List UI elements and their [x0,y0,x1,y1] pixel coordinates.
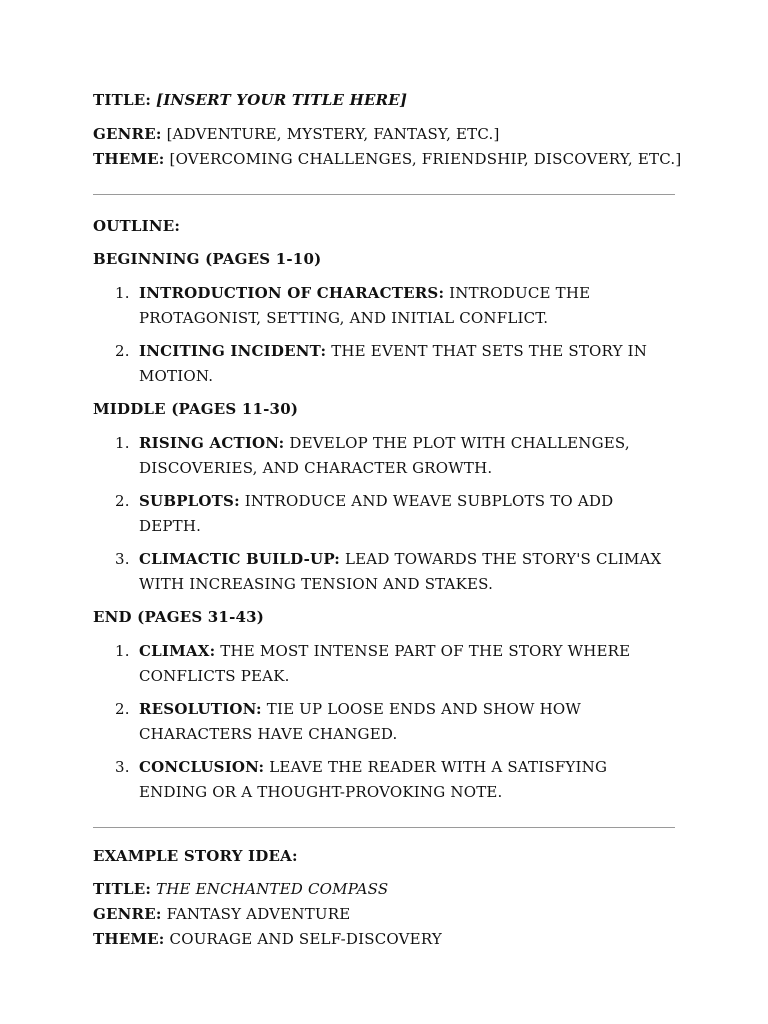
example-title-line [93,877,675,902]
example-genre-line [93,902,675,927]
item-number: 1. [115,434,130,452]
item-label: CONCLUSION: [139,758,265,776]
divider-bottom [93,827,675,828]
list-middle [93,431,675,597]
theme-value: [OVERCOMING CHALLENGES, FRIENDSHIP, DISCOVERY, ETC.] [169,150,682,168]
list-item [93,489,675,539]
genre-label: GENRE: [93,125,162,143]
list-item [93,547,675,597]
section-title-beginning: BEGINNING (PAGES 1-10) [93,250,322,268]
item-number: 1. [115,642,130,660]
outline-heading: OUTLINE: [93,217,181,235]
list-item [93,281,675,331]
section-title-end: END (PAGES 31-43) [93,608,265,626]
item-body: THE EVENT THAT SETS THE STORY IN MOTION. [139,342,648,385]
item-body: INTRODUCE THE PROTAGONIST, SETTING, AND INITIAL CONFLICT. [139,284,591,327]
item-label: RISING ACTION: [139,434,285,452]
item-text [139,697,675,747]
item-label: CLIMAX: [139,642,216,660]
item-number: 2. [115,492,130,510]
example-heading: EXAMPLE STORY IDEA: [93,847,298,865]
item-body: TIE UP LOOSE ENDS AND SHOW HOW CHARACTERS HAVE CHANGED. [139,700,581,743]
list-beginning [93,281,675,389]
list-item [93,755,675,805]
item-text [139,281,675,331]
example-title-value: THE ENCHANTED COMPASS [156,880,389,898]
theme-line [93,147,682,172]
item-body: LEAD TOWARDS THE STORY'S CLIMAX WITH INCREASING TENSION AND STAKES. [139,550,662,593]
item-number: 2. [115,342,130,360]
list-end [93,639,675,805]
theme-label: THEME: [93,150,165,168]
item-body: INTRODUCE AND WEAVE SUBPLOTS TO ADD DEPTH. [139,492,614,535]
item-label: RESOLUTION: [139,700,262,718]
title-line [93,88,675,113]
item-text [139,339,675,389]
example-genre-label: GENRE: [93,905,162,923]
genre-line [93,122,675,147]
item-number: 1. [115,284,130,302]
example-theme-line [93,927,675,952]
list-item [93,339,675,389]
item-text [139,755,675,805]
genre-value: [ADVENTURE, MYSTERY, FANTASY, ETC.] [166,125,500,143]
example-title-label: TITLE: [93,880,152,898]
item-text [139,489,675,539]
item-text [139,639,675,689]
item-number: 3. [115,550,130,568]
example-theme-label: THEME: [93,930,165,948]
item-body: LEAVE THE READER WITH A SATISFYING ENDING OR A THOUGHT-PROVOKING NOTE. [139,758,608,801]
list-item [93,697,675,747]
example-theme-value: COURAGE AND SELF-DISCOVERY [169,930,442,948]
example-genre-value: FANTASY ADVENTURE [166,905,351,923]
item-label: SUBPLOTS: [139,492,240,510]
item-number: 3. [115,758,130,776]
item-number: 2. [115,700,130,718]
item-body: THE MOST INTENSE PART OF THE STORY WHERE CONFLICTS PEAK. [139,642,631,685]
section-title-middle: MIDDLE (PAGES 11-30) [93,400,299,418]
item-text [139,547,675,597]
title-label: TITLE: [93,91,152,109]
document-page [93,88,682,952]
list-item [93,431,675,481]
item-text [139,431,675,481]
title-value: [INSERT YOUR TITLE HERE] [156,91,408,109]
item-label: INTRODUCTION OF CHARACTERS: [139,284,445,302]
item-label: INCITING INCIDENT: [139,342,327,360]
item-label: CLIMACTIC BUILD-UP: [139,550,341,568]
item-body: DEVELOP THE PLOT WITH CHALLENGES, DISCOVERIES, AND CHARACTER GROWTH. [139,434,630,477]
list-item [93,639,675,689]
divider-top [93,194,675,195]
